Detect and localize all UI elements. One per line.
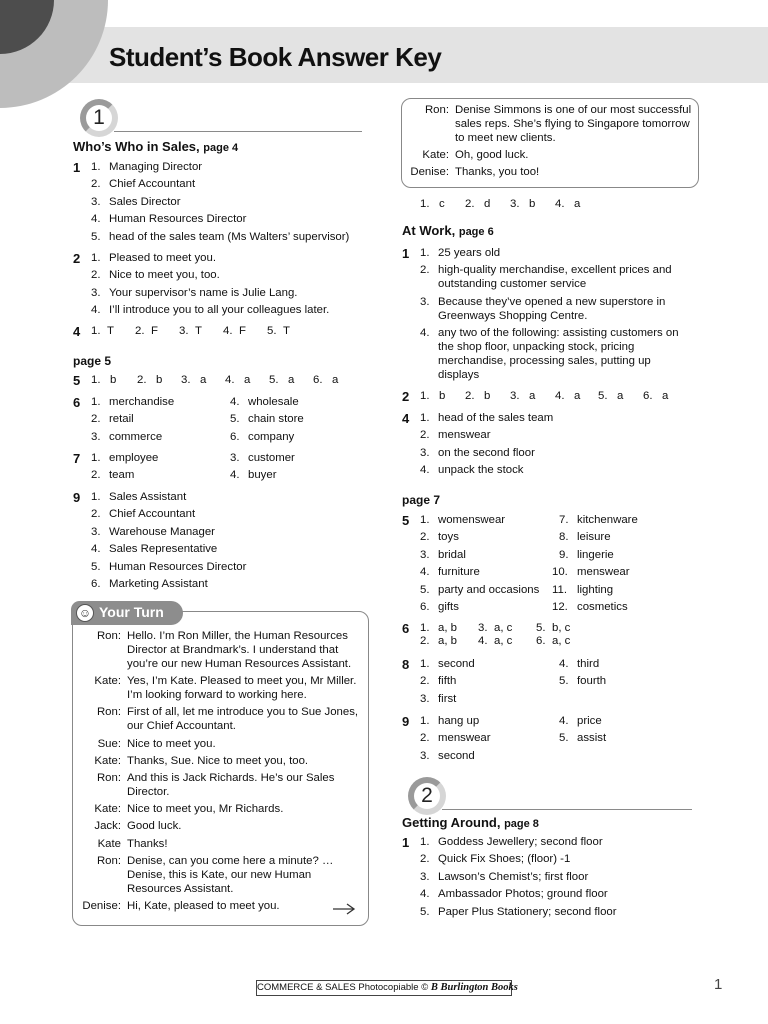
footer-copyright xyxy=(256,980,518,996)
answer: Sales Director xyxy=(109,195,181,208)
answer: a xyxy=(200,374,207,386)
speaker: Kate: xyxy=(94,803,121,816)
speaker: Ron: xyxy=(96,630,121,642)
item-number: 3. xyxy=(420,870,430,883)
item-number: 4. xyxy=(225,374,235,386)
answer: Paper Plus Stationery; second floor xyxy=(438,905,617,918)
item-number: 2. xyxy=(91,269,101,282)
item-number: 4. xyxy=(420,888,430,901)
your-turn-dialogue xyxy=(73,629,367,916)
line-text: Hi, Kate, pleased to meet you. xyxy=(127,899,280,912)
section-heading-getting-around xyxy=(402,815,539,830)
answer: furniture xyxy=(438,566,480,579)
item-number: 5. xyxy=(267,325,277,337)
exercise-9-page-7 xyxy=(402,713,702,765)
exercise-number: 5 xyxy=(402,513,410,528)
item-number: 1. xyxy=(420,198,430,210)
exercise-1-getting-around xyxy=(402,834,702,921)
line-text: Thanks, you too! xyxy=(455,166,540,179)
page-number: 1 xyxy=(714,976,723,993)
answer: Ambassador Photos; ground floor xyxy=(438,888,608,901)
exercise-5-page-7 xyxy=(402,512,702,616)
item-number: 6. xyxy=(313,374,323,386)
item-number: 4. xyxy=(559,715,569,727)
item-number: 4. xyxy=(223,325,233,337)
answer: retail xyxy=(109,413,134,426)
speaker: Ron: xyxy=(96,706,121,719)
item-number: 4. xyxy=(230,469,240,482)
item-number: 5. xyxy=(230,413,240,426)
answer: head of the sales team xyxy=(438,412,554,424)
answer: toys xyxy=(438,531,459,544)
answer: Chief Accountant xyxy=(109,178,196,191)
answer: a xyxy=(244,374,251,386)
item-number: 6. xyxy=(536,635,546,647)
answer: menswear xyxy=(438,732,491,745)
line-text: Hello. I’m Ron Miller, the Human Resources Director at Brandmark’s. I understand that you’re our new Human Resources Assistant. xyxy=(127,630,352,670)
item-number: 2. xyxy=(91,508,101,521)
item-number: 11. xyxy=(552,583,567,596)
answer: a xyxy=(574,198,581,210)
answer: F xyxy=(239,325,246,337)
dialogue-line xyxy=(73,854,367,896)
dialogue-continued xyxy=(401,103,693,183)
item-number: 4. xyxy=(91,304,101,317)
dialogue-line xyxy=(401,148,693,162)
speaker: Kate: xyxy=(422,149,449,162)
answer: party and occasions xyxy=(438,583,540,596)
dialogue-line xyxy=(73,819,367,833)
dialogue-line xyxy=(73,754,367,768)
answer: Sales Assistant xyxy=(109,491,187,503)
your-turn-tab xyxy=(71,601,183,625)
item-number: 3. xyxy=(179,325,189,337)
item-number: 3. xyxy=(510,390,520,402)
answer: second xyxy=(438,749,475,762)
exercise-number: 4 xyxy=(73,324,81,339)
item-number: 4. xyxy=(420,464,430,477)
exercise-6-page-7 xyxy=(402,622,702,648)
exercise-number: 2 xyxy=(73,251,81,266)
exercise-4-whos-who xyxy=(73,323,373,340)
line-text: And this is Jack Richards. He’s our Sales Director. xyxy=(127,771,335,798)
answer: Lawson’s Chemist’s; first floor xyxy=(438,870,589,883)
section-page: page 6 xyxy=(458,226,494,238)
item-number: 2. xyxy=(137,374,147,386)
item-number: 1. xyxy=(420,412,430,424)
answer: third xyxy=(577,658,600,670)
item-number: 5. xyxy=(91,560,101,573)
answer: a xyxy=(617,390,624,402)
answer: Warehouse Manager xyxy=(109,525,215,538)
answer: commerce xyxy=(109,430,163,443)
line-text: Yes, I’m Kate. Pleased to meet you, Mr Miller. I’m looking forward to working here. xyxy=(127,675,357,702)
answer: Human Resources Director xyxy=(109,213,247,226)
list-item xyxy=(402,326,692,382)
item-number: 8. xyxy=(559,531,569,544)
answer: first xyxy=(438,692,457,705)
answer: a xyxy=(662,390,669,402)
answer: leisure xyxy=(577,531,611,544)
item-number: 3. xyxy=(420,548,430,561)
unit-1-rule xyxy=(114,131,362,132)
item-number: 3. xyxy=(91,195,101,208)
answer: T xyxy=(283,325,290,337)
line-text: Thanks! xyxy=(127,837,168,850)
section-heading-page-5 xyxy=(73,353,111,368)
exercise-abc-answers xyxy=(402,196,702,213)
answer: Chief Accountant xyxy=(109,508,196,521)
answer: team xyxy=(109,469,135,482)
item-number: 7. xyxy=(559,514,569,526)
answer: a xyxy=(574,390,581,402)
answer: hang up xyxy=(438,715,480,727)
speaker: Denise: xyxy=(410,166,449,179)
item-number: 1. xyxy=(91,161,101,173)
answer: head of the sales team (Ms Walters’ supervisor) xyxy=(109,230,350,243)
exercise-6-page-5 xyxy=(73,394,373,446)
exercise-number: 9 xyxy=(402,714,410,729)
item-number: 3. xyxy=(510,198,520,210)
answer: price xyxy=(577,715,602,727)
item-number: 4. xyxy=(230,396,240,408)
exercise-number: 4 xyxy=(402,411,410,426)
answer: d xyxy=(484,198,491,210)
answer: b, c xyxy=(552,622,571,634)
item-number: 1. xyxy=(91,452,101,464)
item-number: 3. xyxy=(420,692,430,705)
speaker: Ron: xyxy=(96,854,121,867)
exercise-2-at-work xyxy=(402,388,702,405)
answer: bridal xyxy=(438,548,466,561)
item-number: 5. xyxy=(269,374,279,386)
publisher-logo: B Burlington Books xyxy=(430,982,518,993)
answer: Marketing Assistant xyxy=(109,577,208,590)
exercise-number: 6 xyxy=(73,395,81,410)
speaker: Kate xyxy=(97,837,121,850)
exercise-4-at-work xyxy=(402,410,702,480)
answer: b xyxy=(439,390,446,402)
item-number: 9. xyxy=(559,548,569,561)
answer: wholesale xyxy=(248,396,299,408)
speaker: Kate: xyxy=(94,754,121,767)
answer: a, c xyxy=(494,622,513,634)
line-text: Good luck. xyxy=(127,820,182,833)
item-number: 1. xyxy=(420,390,430,402)
list-item xyxy=(402,263,692,291)
item-number: 2. xyxy=(420,732,430,745)
answer: womenswear xyxy=(438,514,506,526)
item-number: 3. xyxy=(230,452,240,464)
item-number: 4. xyxy=(420,327,430,340)
exercise-number: 2 xyxy=(402,389,410,404)
exercise-number: 8 xyxy=(402,657,410,672)
item-number: 2. xyxy=(420,635,430,647)
dialogue-line xyxy=(73,837,367,851)
item-number: 4. xyxy=(478,635,488,647)
answer: assist xyxy=(577,732,607,745)
section-title: At Work, xyxy=(402,223,456,238)
speaker: Denise: xyxy=(82,899,121,912)
item-number: 5. xyxy=(536,622,546,634)
item-number: 2. xyxy=(91,469,101,482)
answer: Sales Representative xyxy=(109,543,218,556)
exercise-5-page-5 xyxy=(73,372,373,389)
answer: Managing Director xyxy=(109,161,203,173)
answer: fifth xyxy=(438,675,457,688)
item-number: 2. xyxy=(465,390,475,402)
answer: a, c xyxy=(494,635,513,647)
answer: lighting xyxy=(577,583,614,596)
section-title: Who’s Who in Sales, xyxy=(73,139,200,154)
speaker: Jack: xyxy=(94,820,121,833)
section-page: page 5 xyxy=(73,354,112,368)
item-number: 2. xyxy=(420,853,430,866)
line-text: Nice to meet you. xyxy=(127,737,216,750)
item-number: 6. xyxy=(420,600,430,613)
item-number: 10. xyxy=(552,566,568,579)
answer: chain store xyxy=(248,413,304,426)
item-number: 3. xyxy=(420,295,430,308)
arrow-right-icon xyxy=(332,901,356,917)
item-number: 2. xyxy=(420,429,430,442)
answer: b xyxy=(529,198,536,210)
dialogue-line xyxy=(73,899,367,913)
item-number: 2. xyxy=(91,178,101,191)
item-number: 2. xyxy=(91,413,101,426)
answer: c xyxy=(439,198,445,210)
item-number: 4. xyxy=(91,213,101,226)
item-number: 5. xyxy=(598,390,608,402)
exercise-number: 6 xyxy=(402,621,410,636)
answer: T xyxy=(195,325,202,337)
dialogue-line xyxy=(401,103,693,145)
item-number: 2. xyxy=(465,198,475,210)
item-number: 5. xyxy=(91,230,101,243)
footer-label: COMMERCE & SALES Photocopiable © xyxy=(257,982,431,993)
answer: 25 years old xyxy=(438,247,501,259)
item-number: 6. xyxy=(91,577,101,590)
item-number: 3. xyxy=(420,446,430,459)
answer: T xyxy=(107,325,114,337)
item-number: 1. xyxy=(91,491,101,503)
item-number: 1. xyxy=(420,715,430,727)
speaker: Ron: xyxy=(96,771,121,784)
answer: gifts xyxy=(438,600,459,613)
item-number: 4. xyxy=(559,658,569,670)
item-number: 2. xyxy=(135,325,145,337)
unit-number: 2 xyxy=(421,784,433,807)
item-number: 12. xyxy=(552,600,568,613)
answer: customer xyxy=(248,452,295,464)
answer: fourth xyxy=(577,675,607,688)
answer: b xyxy=(156,374,163,386)
item-number: 4. xyxy=(555,198,565,210)
answer: Nice to meet you, too. xyxy=(109,269,220,282)
section-page: page 7 xyxy=(402,493,441,507)
answer: b xyxy=(484,390,491,402)
list-item xyxy=(402,246,692,260)
item-number: 1. xyxy=(420,836,430,848)
item-number: 1. xyxy=(420,514,430,526)
answer: second xyxy=(438,658,475,670)
answer: employee xyxy=(109,452,159,464)
answer: Quick Fix Shoes; (floor) -1 xyxy=(438,853,571,866)
exercise-number: 9 xyxy=(73,490,81,505)
item-number: 1. xyxy=(420,247,430,259)
answer: buyer xyxy=(248,469,277,482)
line-text: Nice to meet you, Mr Richards. xyxy=(127,803,284,816)
answer: a, b xyxy=(438,622,457,634)
item-number: 3. xyxy=(91,525,101,538)
item-number: 4. xyxy=(91,543,101,556)
answer: on the second floor xyxy=(438,446,535,459)
speaker: Sue: xyxy=(97,737,121,750)
answer: Your supervisor’s name is Julie Lang. xyxy=(109,286,298,299)
unit-number: 1 xyxy=(93,106,105,129)
item-number: 5. xyxy=(559,732,569,745)
item-number: 1. xyxy=(91,325,101,337)
answer: lingerie xyxy=(577,548,614,561)
item-number: 1. xyxy=(420,658,430,670)
exercise-number: 1 xyxy=(402,246,410,261)
item-number: 2. xyxy=(420,675,430,688)
dialogue-line xyxy=(73,771,367,799)
exercise-7-page-5 xyxy=(73,450,373,485)
exercise-1-whos-who xyxy=(73,159,373,246)
item-number: 5. xyxy=(420,905,430,918)
item-number: 1. xyxy=(420,622,430,634)
answer: company xyxy=(248,430,295,443)
item-number: 6. xyxy=(643,390,653,402)
answer: Pleased to meet you. xyxy=(109,252,217,264)
item-number: 3. xyxy=(478,622,488,634)
answer: Because they’ve opened a new superstore in Greenways Shopping Centre. xyxy=(438,295,666,322)
line-text: Oh, good luck. xyxy=(455,149,529,162)
answer: b xyxy=(110,374,117,386)
dialogue-line xyxy=(73,737,367,751)
item-number: 6. xyxy=(230,430,240,443)
item-number: 3. xyxy=(420,749,430,762)
dialogue-line xyxy=(73,674,367,702)
item-number: 5. xyxy=(420,583,430,596)
speaker: Kate: xyxy=(94,675,121,688)
your-turn-label: Your Turn xyxy=(99,604,164,620)
item-number: 1. xyxy=(91,374,101,386)
item-number: 5. xyxy=(559,675,569,688)
section-heading-at-work xyxy=(402,223,494,238)
answer: a, c xyxy=(552,635,571,647)
dialogue-line xyxy=(73,705,367,733)
answer: I’ll introduce you to all your colleagues later. xyxy=(109,304,330,317)
exercise-number: 5 xyxy=(73,373,81,388)
answer: a xyxy=(332,374,339,386)
answer: any two of the following: assisting customers on the shop floor, unpacking stock, pricing merchandise, processing sales, putting up displays xyxy=(438,327,679,382)
item-number: 3. xyxy=(91,286,101,299)
answer: a xyxy=(529,390,536,402)
section-heading-whos-who xyxy=(73,139,238,154)
item-number: 4. xyxy=(420,566,430,579)
item-number: 3. xyxy=(181,374,191,386)
exercise-2-whos-who xyxy=(73,250,373,320)
exercise-8-page-7 xyxy=(402,656,702,708)
page-title: Student’s Book Answer Key xyxy=(109,42,442,72)
speaker: Ron: xyxy=(424,104,449,116)
unit-2-rule xyxy=(442,809,692,810)
answer: Goddess Jewellery; second floor xyxy=(438,836,603,848)
section-heading-page-7 xyxy=(402,492,440,507)
line-text: Denise, can you come here a minute? … Denise, this is Kate, our new Human Resources Assistant. xyxy=(127,854,334,895)
item-number: 2. xyxy=(420,531,430,544)
section-title: Getting Around, xyxy=(402,815,501,830)
exercise-1-at-work xyxy=(402,245,692,386)
item-number: 2. xyxy=(420,264,430,277)
dialogue-line xyxy=(73,629,367,671)
answer: merchandise xyxy=(109,396,175,408)
answer: cosmetics xyxy=(577,600,628,613)
exercise-9-page-5 xyxy=(73,489,373,593)
exercise-number: 1 xyxy=(73,160,81,175)
line-text: Thanks, Sue. Nice to meet you, too. xyxy=(127,754,309,767)
list-item xyxy=(402,295,692,323)
item-number: 3. xyxy=(91,430,101,443)
item-number: 1. xyxy=(91,252,101,264)
dialogue-line xyxy=(73,802,367,816)
exercise-number: 7 xyxy=(73,451,81,466)
answer: menswear xyxy=(577,566,630,579)
exercise-number: 1 xyxy=(402,835,410,850)
section-page: page 8 xyxy=(504,818,539,830)
line-text: First of all, let me introduce you to Sue Jones, our Chief Accountant. xyxy=(127,706,359,733)
answer: a xyxy=(288,374,295,386)
answer: F xyxy=(151,325,158,337)
answer: menswear xyxy=(438,429,491,442)
speaker-icon: ☺ xyxy=(76,604,94,622)
answer: Human Resources Director xyxy=(109,560,247,573)
item-number: 1. xyxy=(91,396,101,408)
item-number: 4. xyxy=(555,390,565,402)
dialogue-line xyxy=(401,165,693,179)
line-text: Denise Simmons is one of our most successful sales reps. She’s flying to Singapore tomorrow to meet new clients. xyxy=(455,104,692,144)
answer: kitchenware xyxy=(577,514,638,526)
answer: high-quality merchandise, excellent prices and outstanding customer service xyxy=(438,264,672,291)
answer: a, b xyxy=(438,635,457,647)
section-page: page 4 xyxy=(203,142,239,154)
answer: unpack the stock xyxy=(438,464,524,477)
